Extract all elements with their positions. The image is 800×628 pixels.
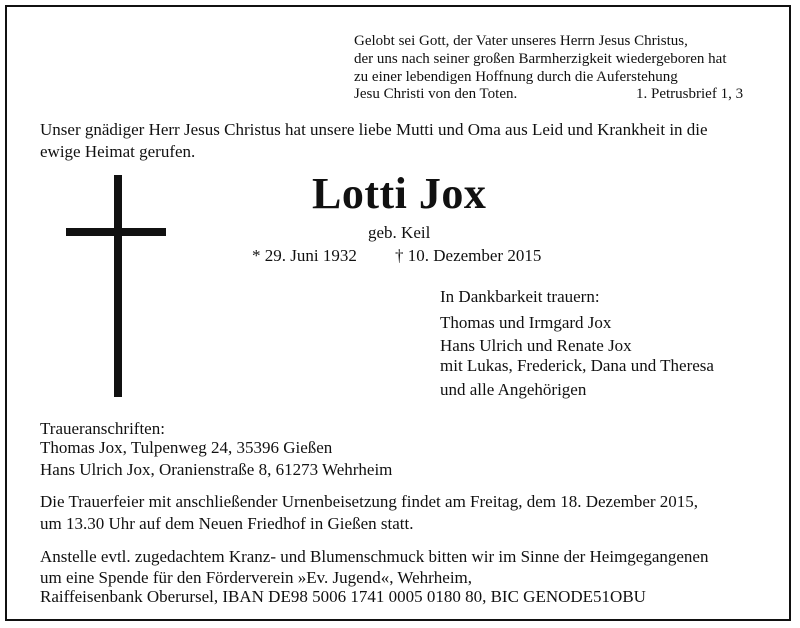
verse-line: zu einer lebendigen Hoffnung durch die Auferstehung: [354, 69, 678, 85]
intro-line: Unser gnädiger Herr Jesus Christus hat unsere liebe Mutti und Oma aus Leid und Krankheit in die: [40, 120, 708, 139]
verse-reference: 1. Petrusbrief 1, 3: [636, 86, 744, 102]
donation-line: Anstelle evtl. zugedachtem Kranz- und Blumenschmuck bitten wir im Sinne der Heimgegangenen: [40, 547, 709, 566]
intro-line: ewige Heimat gerufen.: [40, 142, 196, 161]
donation-line: Raiffeisenbank Oberursel, IBAN DE98 5006 1741 0005 0180 80, BIC GENODE51OBU: [40, 587, 646, 606]
addresses-heading: Traueranschriften:: [40, 419, 165, 438]
deceased-name: Lotti Jox: [312, 169, 487, 218]
mourners-heading: In Dankbarkeit trauern:: [440, 287, 600, 306]
mourner-line: und alle Angehörigen: [440, 380, 587, 399]
mourner-line: Hans Ulrich und Renate Jox: [440, 336, 632, 355]
ceremony-line: Die Trauerfeier mit anschließender Urnenbeisetzung findet am Freitag, dem 18. Dezember 2015,: [40, 492, 699, 511]
address-line: Thomas Jox, Tulpenweg 24, 35396 Gießen: [40, 438, 333, 457]
ceremony-line: um 13.30 Uhr auf dem Neuen Friedhof in Gießen statt.: [40, 514, 414, 533]
maiden-name: geb. Keil: [368, 223, 431, 242]
birth-date: * 29. Juni 1932: [252, 246, 357, 265]
mourner-line: Thomas und Irmgard Jox: [440, 313, 612, 332]
donation-line: um eine Spende für den Förderverein »Ev. Jugend«, Wehrheim,: [40, 568, 473, 587]
verse-line: Jesu Christi von den Toten.: [354, 86, 518, 102]
address-line: Hans Ulrich Jox, Oranienstraße 8, 61273 Wehrheim: [40, 460, 393, 479]
verse-line: Gelobt sei Gott, der Vater unseres Herrn Jesus Christus,: [354, 33, 688, 49]
mourner-line: mit Lukas, Frederick, Dana und Theresa: [440, 356, 714, 375]
death-date: † 10. Dezember 2015: [395, 246, 542, 265]
verse-line: der uns nach seiner großen Barmherzigkeit wiedergeboren hat: [354, 51, 727, 67]
